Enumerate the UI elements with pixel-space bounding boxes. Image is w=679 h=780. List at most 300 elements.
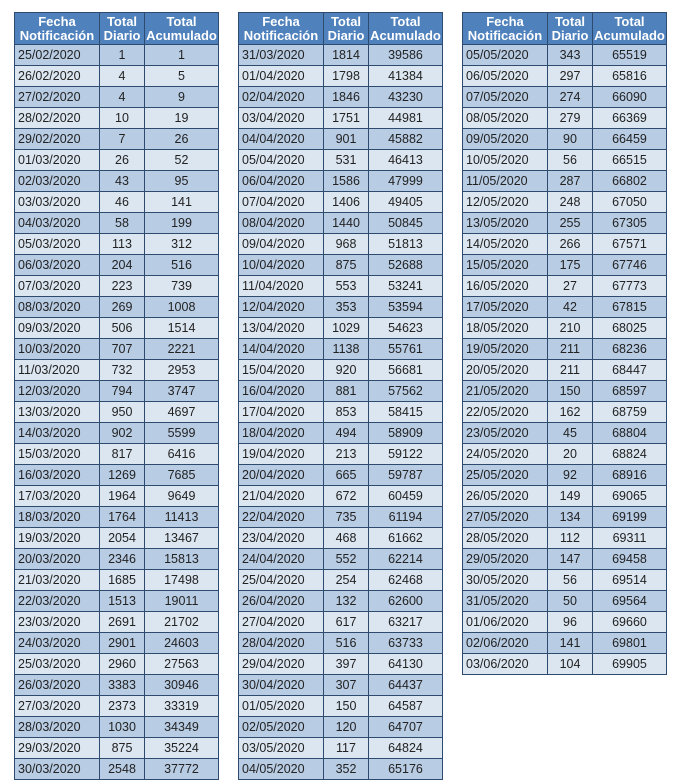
total-diario-cell: 1269 <box>100 465 145 486</box>
total-diario-cell: 2548 <box>100 759 145 780</box>
table-row <box>15 717 219 738</box>
total-acumulado-cell: 35224 <box>145 738 219 759</box>
header-fecha-line2: Notificación <box>467 28 543 43</box>
total-diario-cell: 266 <box>548 234 593 255</box>
table-row <box>463 360 667 381</box>
total-diario-cell: 204 <box>100 255 145 276</box>
total-acumulado-cell: 57562 <box>369 381 443 402</box>
table-row <box>239 108 443 129</box>
total-acumulado-cell: 63217 <box>369 612 443 633</box>
fecha-cell: 12/04/2020 <box>239 297 324 318</box>
total-diario-cell: 248 <box>548 192 593 213</box>
fecha-cell: 11/04/2020 <box>239 276 324 297</box>
table-row <box>15 549 219 570</box>
total-diario-cell: 10 <box>100 108 145 129</box>
fecha-cell: 19/03/2020 <box>15 528 100 549</box>
cases-table-2 <box>238 12 443 780</box>
total-acumulado-cell: 1008 <box>145 297 219 318</box>
table-row <box>15 171 219 192</box>
fecha-cell: 12/05/2020 <box>463 192 548 213</box>
total-diario-cell: 1513 <box>100 591 145 612</box>
total-acumulado-cell: 59122 <box>369 444 443 465</box>
total-acumulado-cell: 69458 <box>593 549 667 570</box>
fecha-cell: 09/05/2020 <box>463 129 548 150</box>
fecha-cell: 15/04/2020 <box>239 360 324 381</box>
total-diario-cell: 617 <box>324 612 369 633</box>
table-row <box>239 213 443 234</box>
total-diario-cell: 4 <box>100 66 145 87</box>
table-row <box>463 570 667 591</box>
total-diario-cell: 1846 <box>324 87 369 108</box>
table-row <box>239 444 443 465</box>
header-diario-line2: Diario <box>327 28 365 43</box>
table-row <box>15 108 219 129</box>
table-row <box>463 402 667 423</box>
fecha-cell: 02/05/2020 <box>239 717 324 738</box>
fecha-cell: 02/06/2020 <box>463 633 548 654</box>
fecha-cell: 05/05/2020 <box>463 45 548 66</box>
table-row <box>463 192 667 213</box>
total-acumulado-cell: 61662 <box>369 528 443 549</box>
table-row <box>239 675 443 696</box>
total-acumulado-cell: 5 <box>145 66 219 87</box>
header-row <box>15 13 219 45</box>
table-row <box>15 423 219 444</box>
total-diario-cell: 1 <box>100 45 145 66</box>
total-acumulado-cell: 68759 <box>593 402 667 423</box>
total-acumulado-cell: 7685 <box>145 465 219 486</box>
fecha-cell: 28/03/2020 <box>15 717 100 738</box>
table-row <box>463 318 667 339</box>
header-acumulado-line2: Acumulado <box>594 28 665 43</box>
total-diario-cell: 2901 <box>100 633 145 654</box>
total-acumulado-cell: 56681 <box>369 360 443 381</box>
header-diario <box>548 13 593 45</box>
total-diario-cell: 211 <box>548 360 593 381</box>
table-row <box>15 612 219 633</box>
total-diario-cell: 2346 <box>100 549 145 570</box>
fecha-cell: 14/05/2020 <box>463 234 548 255</box>
total-diario-cell: 3383 <box>100 675 145 696</box>
fecha-cell: 26/04/2020 <box>239 591 324 612</box>
total-diario-cell: 50 <box>548 591 593 612</box>
total-diario-cell: 875 <box>324 255 369 276</box>
table-row <box>15 255 219 276</box>
fecha-cell: 27/05/2020 <box>463 507 548 528</box>
total-acumulado-cell: 68447 <box>593 360 667 381</box>
table-row <box>15 276 219 297</box>
total-acumulado-cell: 68236 <box>593 339 667 360</box>
total-diario-cell: 96 <box>548 612 593 633</box>
fecha-cell: 21/05/2020 <box>463 381 548 402</box>
total-diario-cell: 279 <box>548 108 593 129</box>
total-acumulado-cell: 66459 <box>593 129 667 150</box>
table-row <box>15 318 219 339</box>
table-row <box>463 486 667 507</box>
table-row <box>239 66 443 87</box>
fecha-cell: 02/03/2020 <box>15 171 100 192</box>
total-acumulado-cell: 21702 <box>145 612 219 633</box>
total-diario-cell: 104 <box>548 654 593 675</box>
fecha-cell: 09/04/2020 <box>239 234 324 255</box>
fecha-cell: 20/04/2020 <box>239 465 324 486</box>
table-row <box>463 129 667 150</box>
total-acumulado-cell: 41384 <box>369 66 443 87</box>
total-diario-cell: 1964 <box>100 486 145 507</box>
total-diario-cell: 665 <box>324 465 369 486</box>
total-diario-cell: 901 <box>324 129 369 150</box>
table-row <box>15 570 219 591</box>
fecha-cell: 01/03/2020 <box>15 150 100 171</box>
header-diario-line1: Total <box>330 14 362 29</box>
table-row <box>463 381 667 402</box>
fecha-cell: 30/04/2020 <box>239 675 324 696</box>
total-acumulado-cell: 68824 <box>593 444 667 465</box>
table-row <box>15 129 219 150</box>
total-acumulado-cell: 30946 <box>145 675 219 696</box>
fecha-cell: 20/05/2020 <box>463 360 548 381</box>
total-acumulado-cell: 2953 <box>145 360 219 381</box>
total-acumulado-cell: 19011 <box>145 591 219 612</box>
total-diario-cell: 287 <box>548 171 593 192</box>
table-row <box>239 45 443 66</box>
table-row <box>15 444 219 465</box>
total-diario-cell: 7 <box>100 129 145 150</box>
total-acumulado-cell: 69801 <box>593 633 667 654</box>
total-diario-cell: 343 <box>548 45 593 66</box>
table-row <box>239 402 443 423</box>
total-acumulado-cell: 45882 <box>369 129 443 150</box>
fecha-cell: 10/03/2020 <box>15 339 100 360</box>
header-acumulado-line1: Total <box>390 14 421 29</box>
fecha-cell: 16/05/2020 <box>463 276 548 297</box>
total-diario-cell: 56 <box>548 570 593 591</box>
fecha-cell: 18/04/2020 <box>239 423 324 444</box>
total-diario-cell: 113 <box>100 234 145 255</box>
total-acumulado-cell: 34349 <box>145 717 219 738</box>
fecha-cell: 04/04/2020 <box>239 129 324 150</box>
total-acumulado-cell: 68916 <box>593 465 667 486</box>
table-row <box>463 234 667 255</box>
fecha-cell: 14/04/2020 <box>239 339 324 360</box>
header-fecha-line1: Fecha <box>486 14 524 29</box>
total-acumulado-cell: 58415 <box>369 402 443 423</box>
total-acumulado-cell: 24603 <box>145 633 219 654</box>
fecha-cell: 08/05/2020 <box>463 108 548 129</box>
table-row <box>239 465 443 486</box>
fecha-cell: 01/06/2020 <box>463 612 548 633</box>
total-acumulado-cell: 17498 <box>145 570 219 591</box>
table-row <box>463 339 667 360</box>
header-acumulado-line2: Acumulado <box>370 28 441 43</box>
total-diario-cell: 531 <box>324 150 369 171</box>
fecha-cell: 29/03/2020 <box>15 738 100 759</box>
total-acumulado-cell: 1514 <box>145 318 219 339</box>
table-row <box>463 87 667 108</box>
header-diario-line2: Diario <box>551 28 589 43</box>
header-fecha-line2: Notificación <box>19 28 95 43</box>
table-row <box>463 255 667 276</box>
total-acumulado-cell: 4697 <box>145 402 219 423</box>
total-diario-cell: 732 <box>100 360 145 381</box>
table-row <box>239 528 443 549</box>
table-row <box>463 444 667 465</box>
total-acumulado-cell: 69065 <box>593 486 667 507</box>
header-acumulado <box>593 13 667 45</box>
table-row <box>15 675 219 696</box>
total-diario-cell: 132 <box>324 591 369 612</box>
total-acumulado-cell: 27563 <box>145 654 219 675</box>
total-diario-cell: 147 <box>548 549 593 570</box>
total-acumulado-cell: 68804 <box>593 423 667 444</box>
total-diario-cell: 58 <box>100 213 145 234</box>
fecha-cell: 06/05/2020 <box>463 66 548 87</box>
table-row <box>15 738 219 759</box>
fecha-cell: 19/04/2020 <box>239 444 324 465</box>
total-diario-cell: 553 <box>324 276 369 297</box>
table-row <box>15 591 219 612</box>
header-fecha-line2: Notificación <box>243 28 319 43</box>
fecha-cell: 27/02/2020 <box>15 87 100 108</box>
total-acumulado-cell: 50845 <box>369 213 443 234</box>
total-diario-cell: 1030 <box>100 717 145 738</box>
total-acumulado-cell: 52 <box>145 150 219 171</box>
header-acumulado-line1: Total <box>614 14 645 29</box>
total-diario-cell: 4 <box>100 87 145 108</box>
fecha-cell: 23/05/2020 <box>463 423 548 444</box>
total-acumulado-cell: 62600 <box>369 591 443 612</box>
cases-table-1 <box>14 12 219 780</box>
total-diario-cell: 397 <box>324 654 369 675</box>
total-diario-cell: 213 <box>324 444 369 465</box>
total-acumulado-cell: 26 <box>145 129 219 150</box>
table-row <box>239 192 443 213</box>
header-diario <box>324 13 369 45</box>
total-diario-cell: 817 <box>100 444 145 465</box>
total-diario-cell: 875 <box>100 738 145 759</box>
table-row <box>239 360 443 381</box>
total-diario-cell: 353 <box>324 297 369 318</box>
fecha-cell: 14/03/2020 <box>15 423 100 444</box>
total-diario-cell: 2691 <box>100 612 145 633</box>
total-diario-cell: 468 <box>324 528 369 549</box>
table-row <box>463 591 667 612</box>
table-row <box>239 129 443 150</box>
total-diario-cell: 707 <box>100 339 145 360</box>
fecha-cell: 20/03/2020 <box>15 549 100 570</box>
total-diario-cell: 223 <box>100 276 145 297</box>
total-acumulado-cell: 66369 <box>593 108 667 129</box>
header-acumulado <box>145 13 219 45</box>
cases-table-3 <box>462 12 667 675</box>
total-acumulado-cell: 69660 <box>593 612 667 633</box>
total-acumulado-cell: 64587 <box>369 696 443 717</box>
total-acumulado-cell: 67815 <box>593 297 667 318</box>
table-row <box>463 465 667 486</box>
fecha-cell: 22/05/2020 <box>463 402 548 423</box>
fecha-cell: 29/05/2020 <box>463 549 548 570</box>
header-row <box>463 13 667 45</box>
fecha-cell: 06/04/2020 <box>239 171 324 192</box>
total-diario-cell: 2960 <box>100 654 145 675</box>
fecha-cell: 03/03/2020 <box>15 192 100 213</box>
fecha-cell: 18/05/2020 <box>463 318 548 339</box>
total-diario-cell: 516 <box>324 633 369 654</box>
total-acumulado-cell: 58909 <box>369 423 443 444</box>
total-diario-cell: 552 <box>324 549 369 570</box>
fecha-cell: 28/04/2020 <box>239 633 324 654</box>
table-row <box>463 654 667 675</box>
total-acumulado-cell: 47999 <box>369 171 443 192</box>
table-row <box>239 150 443 171</box>
fecha-cell: 27/04/2020 <box>239 612 324 633</box>
fecha-cell: 25/05/2020 <box>463 465 548 486</box>
fecha-cell: 05/04/2020 <box>239 150 324 171</box>
total-diario-cell: 120 <box>324 717 369 738</box>
table-row <box>239 759 443 780</box>
total-diario-cell: 853 <box>324 402 369 423</box>
fecha-cell: 24/05/2020 <box>463 444 548 465</box>
total-diario-cell: 45 <box>548 423 593 444</box>
total-acumulado-cell: 19 <box>145 108 219 129</box>
table-row <box>15 528 219 549</box>
total-diario-cell: 42 <box>548 297 593 318</box>
total-acumulado-cell: 67571 <box>593 234 667 255</box>
total-acumulado-cell: 49405 <box>369 192 443 213</box>
total-acumulado-cell: 67305 <box>593 213 667 234</box>
total-diario-cell: 175 <box>548 255 593 276</box>
fecha-cell: 28/05/2020 <box>463 528 548 549</box>
total-diario-cell: 352 <box>324 759 369 780</box>
fecha-cell: 04/05/2020 <box>239 759 324 780</box>
table-row <box>463 507 667 528</box>
table-row <box>463 276 667 297</box>
total-diario-cell: 968 <box>324 234 369 255</box>
table-row <box>239 633 443 654</box>
total-diario-cell: 1029 <box>324 318 369 339</box>
fecha-cell: 15/03/2020 <box>15 444 100 465</box>
total-acumulado-cell: 5599 <box>145 423 219 444</box>
total-diario-cell: 274 <box>548 87 593 108</box>
total-acumulado-cell: 141 <box>145 192 219 213</box>
table-row <box>15 507 219 528</box>
fecha-cell: 24/04/2020 <box>239 549 324 570</box>
table-row <box>239 570 443 591</box>
total-diario-cell: 1685 <box>100 570 145 591</box>
table-body <box>463 45 667 675</box>
fecha-cell: 12/03/2020 <box>15 381 100 402</box>
fecha-cell: 31/05/2020 <box>463 591 548 612</box>
total-acumulado-cell: 69905 <box>593 654 667 675</box>
total-diario-cell: 254 <box>324 570 369 591</box>
total-acumulado-cell: 66515 <box>593 150 667 171</box>
table-row <box>463 45 667 66</box>
fecha-cell: 01/05/2020 <box>239 696 324 717</box>
table-row <box>15 150 219 171</box>
header-diario-line2: Diario <box>103 28 141 43</box>
table-row <box>239 171 443 192</box>
total-acumulado-cell: 15813 <box>145 549 219 570</box>
total-acumulado-cell: 69514 <box>593 570 667 591</box>
total-acumulado-cell: 6416 <box>145 444 219 465</box>
fecha-cell: 01/04/2020 <box>239 66 324 87</box>
table-row <box>239 654 443 675</box>
header-fecha <box>463 13 548 45</box>
fecha-cell: 29/02/2020 <box>15 129 100 150</box>
table-row <box>463 549 667 570</box>
total-diario-cell: 1138 <box>324 339 369 360</box>
table-row <box>15 234 219 255</box>
header-acumulado-line2: Acumulado <box>146 28 217 43</box>
total-acumulado-cell: 64707 <box>369 717 443 738</box>
table-row <box>239 486 443 507</box>
table-row <box>463 66 667 87</box>
total-acumulado-cell: 53241 <box>369 276 443 297</box>
total-diario-cell: 1764 <box>100 507 145 528</box>
table-row <box>463 612 667 633</box>
total-acumulado-cell: 11413 <box>145 507 219 528</box>
fecha-cell: 19/05/2020 <box>463 339 548 360</box>
total-acumulado-cell: 69199 <box>593 507 667 528</box>
table-row <box>15 192 219 213</box>
total-acumulado-cell: 64824 <box>369 738 443 759</box>
header-diario-line1: Total <box>554 14 586 29</box>
fecha-cell: 31/03/2020 <box>239 45 324 66</box>
fecha-cell: 29/04/2020 <box>239 654 324 675</box>
total-diario-cell: 27 <box>548 276 593 297</box>
total-diario-cell: 210 <box>548 318 593 339</box>
table-row <box>239 738 443 759</box>
fecha-cell: 26/02/2020 <box>15 66 100 87</box>
fecha-cell: 23/03/2020 <box>15 612 100 633</box>
table-row <box>463 150 667 171</box>
fecha-cell: 25/04/2020 <box>239 570 324 591</box>
fecha-cell: 30/05/2020 <box>463 570 548 591</box>
total-diario-cell: 307 <box>324 675 369 696</box>
total-acumulado-cell: 69564 <box>593 591 667 612</box>
total-acumulado-cell: 67746 <box>593 255 667 276</box>
total-diario-cell: 150 <box>324 696 369 717</box>
total-diario-cell: 672 <box>324 486 369 507</box>
table-row <box>15 339 219 360</box>
fecha-cell: 13/03/2020 <box>15 402 100 423</box>
table-row <box>463 528 667 549</box>
total-diario-cell: 1814 <box>324 45 369 66</box>
table-row <box>239 276 443 297</box>
table-row <box>15 360 219 381</box>
fecha-cell: 21/03/2020 <box>15 570 100 591</box>
total-diario-cell: 46 <box>100 192 145 213</box>
table-row <box>15 654 219 675</box>
fecha-cell: 23/04/2020 <box>239 528 324 549</box>
fecha-cell: 09/03/2020 <box>15 318 100 339</box>
total-acumulado-cell: 95 <box>145 171 219 192</box>
total-diario-cell: 950 <box>100 402 145 423</box>
fecha-cell: 11/05/2020 <box>463 171 548 192</box>
total-acumulado-cell: 52688 <box>369 255 443 276</box>
total-acumulado-cell: 3747 <box>145 381 219 402</box>
total-acumulado-cell: 51813 <box>369 234 443 255</box>
total-diario-cell: 92 <box>548 465 593 486</box>
fecha-cell: 16/04/2020 <box>239 381 324 402</box>
table-row <box>463 171 667 192</box>
table-row <box>15 759 219 780</box>
total-diario-cell: 43 <box>100 171 145 192</box>
fecha-cell: 22/04/2020 <box>239 507 324 528</box>
total-acumulado-cell: 67773 <box>593 276 667 297</box>
total-acumulado-cell: 65816 <box>593 66 667 87</box>
total-acumulado-cell: 516 <box>145 255 219 276</box>
